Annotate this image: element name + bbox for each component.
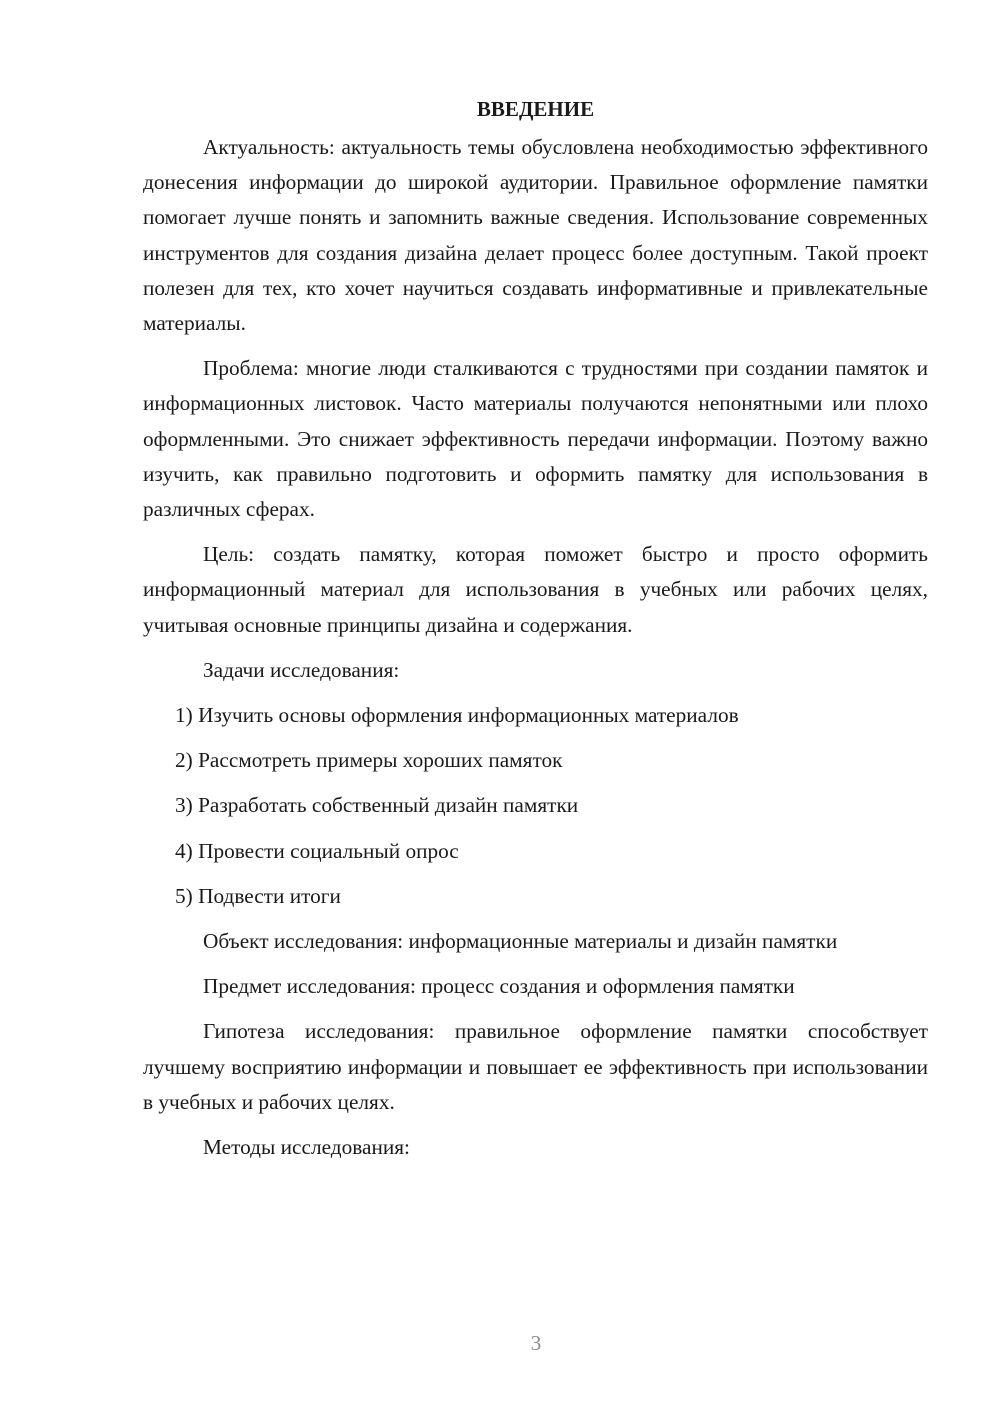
hypothesis-paragraph: Гипотеза исследования: правильное оформление памятки способствует лучшему восприятию информации и повышает ее эффективность при использовании в учебных и рабочих целях. — [143, 1019, 928, 1114]
task-item: 1) Изучить основы оформления информационных материалов — [175, 703, 739, 728]
methods-heading: Методы исследования: — [203, 1135, 410, 1160]
task-item: 4) Провести социальный опрос — [175, 838, 459, 863]
task-item: 5) Подвести итоги — [175, 883, 341, 908]
document-page — [143, 92, 928, 1175]
section-title: ВВЕДЕНИЕ — [476, 97, 595, 121]
tasks-list — [143, 698, 928, 914]
relevance-paragraph: Актуальность: актуальность темы обусловлена необходимостью эффективного донесения информации до широкой аудитории. Правильное оформление памятки помогает лучше понять и запомнить важные сведения. Использование современных инструментов для создания дизайна делает процесс более доступным. Такой проект полезен для тех, кто хочет научиться создавать информативные и привлекательные материалы. — [143, 135, 928, 336]
goal-paragraph: Цель: создать памятку, которая поможет быстро и просто оформить информационный материал для использования в учебных или рабочих целях, учитывая основные принципы дизайна и содержания. — [143, 542, 928, 637]
problem-paragraph: Проблема: многие люди сталкиваются с трудностями при создании памяток и информационных листовок. Часто материалы получаются непонятными или плохо оформленными. Это снижает эффективность передачи информации. Поэтому важно изучить, как правильно подготовить и оформить памятку для использования в различных сферах. — [143, 356, 928, 522]
subject-paragraph: Предмет исследования: процесс создания и оформления памятки — [203, 974, 795, 999]
object-paragraph: Объект исследования: информационные материалы и дизайн памятки — [203, 929, 838, 954]
page-number: 3 — [530, 1331, 542, 1355]
task-item: 3) Разработать собственный дизайн памятки — [175, 793, 579, 818]
task-item: 2) Рассмотреть примеры хороших памяток — [175, 748, 563, 773]
tasks-heading: Задачи исследования: — [203, 657, 400, 682]
